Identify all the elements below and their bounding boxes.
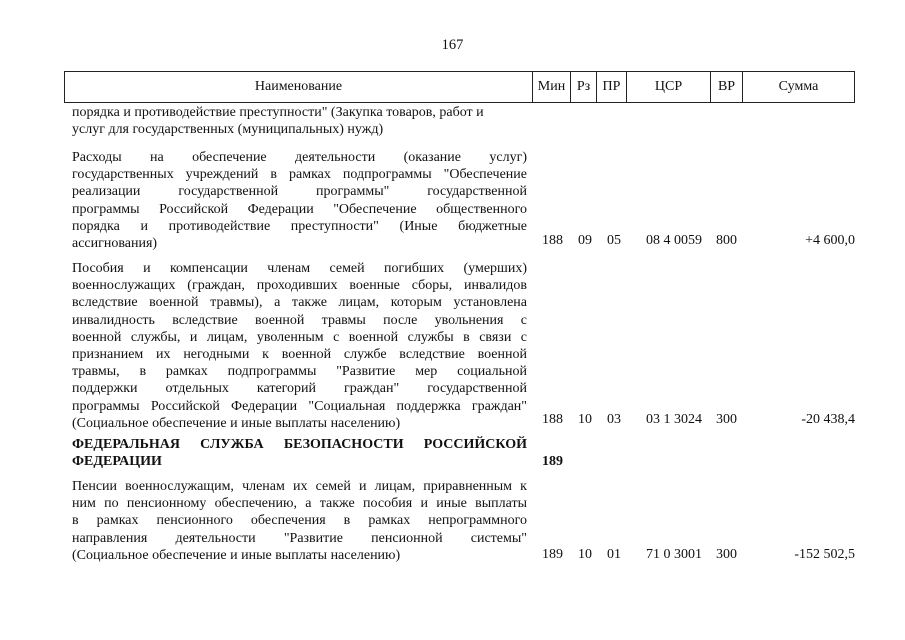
name-line: Расходы на обеспечение деятельности (оказание услуг): [72, 150, 527, 165]
header-csr: ЦСР: [626, 72, 710, 102]
name-line: ФЕДЕРАЦИИ: [72, 454, 162, 470]
name-line: военной службы, и лицам, уволенным с военной службы в связи с: [72, 329, 527, 345]
name-line: ним по пенсионному обеспечению, а также пособия и иные выплаты: [72, 496, 527, 512]
name-line: программы Российской Федерации "Обеспечение общественного: [72, 201, 527, 217]
cell-min: 188: [542, 233, 563, 248]
header-min: Мин: [532, 72, 570, 102]
cell-min: 189: [542, 547, 563, 562]
cell-csr: 03 1 3024: [646, 412, 702, 427]
cell-rz: 09: [578, 233, 592, 248]
name-line: государственных учреждений в рамках подпрограммы "Обеспечение: [72, 167, 527, 183]
cell-vr: 800: [716, 233, 737, 248]
name-line: вследствие военной травмы), а также лицам, которым установлена: [72, 295, 527, 311]
name-line: услуг для государственных (муниципальных) нужд): [72, 122, 384, 138]
section-heading: [72, 436, 527, 470]
cell-pr: 03: [607, 412, 621, 427]
header-pr: ПР: [596, 72, 626, 102]
table-header: [64, 71, 855, 103]
header-rz: Рз: [570, 72, 596, 102]
name-line: программы Российской Федерации "Социальная поддержка граждан": [72, 398, 527, 414]
name-line: порядка и противодействие преступности" (Закупка товаров, работ и: [72, 105, 484, 120]
cell-csr: 71 0 3001: [646, 547, 702, 562]
page-number: 167: [441, 37, 464, 53]
name-line: поддержки отдельных категорий граждан" государственной: [72, 381, 527, 397]
name-line: направления деятельности "Развитие пенсионной системы": [72, 530, 527, 546]
name-line: ФЕДЕРАЛЬНАЯ СЛУЖБА БЕЗОПАСНОСТИ РОССИЙСКОЙ: [72, 437, 527, 452]
name-line: военнослужащих (граждан, проходивших военные сборы, инвалидов: [72, 278, 527, 294]
cell-rz: 10: [578, 412, 592, 427]
name-line: реализации государственной программы" государственной: [72, 184, 527, 200]
name-line: Пенсии военнослужащим, членам их семей и лицам, приравненным к: [72, 479, 527, 494]
cell-pr: 01: [607, 547, 621, 562]
name-line: (Социальное обеспечение и иные выплаты населению): [72, 547, 401, 563]
cell-pr: 05: [607, 233, 621, 248]
cell-vr: 300: [716, 547, 737, 562]
name-line: (Социальное обеспечение и иные выплаты населению): [72, 415, 401, 431]
cell-sum: +4 600,0: [805, 233, 855, 248]
cell-csr: 08 4 0059: [646, 233, 702, 248]
name-line: ассигнования): [72, 236, 158, 252]
table-row-name: [72, 260, 527, 432]
table-row-continuation-name: [72, 104, 527, 138]
name-line: инвалидность вследствие военной травмы после увольнения с: [72, 312, 527, 328]
cell-min: 189: [542, 454, 563, 469]
header-vr: ВР: [710, 72, 742, 102]
name-line: порядка и противодействие преступности" (Иные бюджетные: [72, 218, 527, 234]
header-name: Наименование: [254, 79, 343, 94]
name-line: Пособия и компенсации членам семей погибших (умерших): [72, 261, 527, 276]
cell-min: 188: [542, 412, 563, 427]
table-row-name: [72, 478, 527, 564]
cell-rz: 10: [578, 547, 592, 562]
name-line: травмы, в рамках подпрограммы "Развитие мер социальной: [72, 364, 527, 380]
table-row-name: [72, 149, 527, 252]
cell-vr: 300: [716, 412, 737, 427]
header-sum: Сумма: [742, 72, 854, 102]
cell-sum: -152 502,5: [794, 547, 855, 562]
cell-sum: -20 438,4: [801, 412, 855, 427]
name-line: признанием их негодными к военной службе вследствие военной: [72, 347, 527, 363]
name-line: в рамках пенсионного обеспечения в рамках непрограммного: [72, 513, 527, 529]
